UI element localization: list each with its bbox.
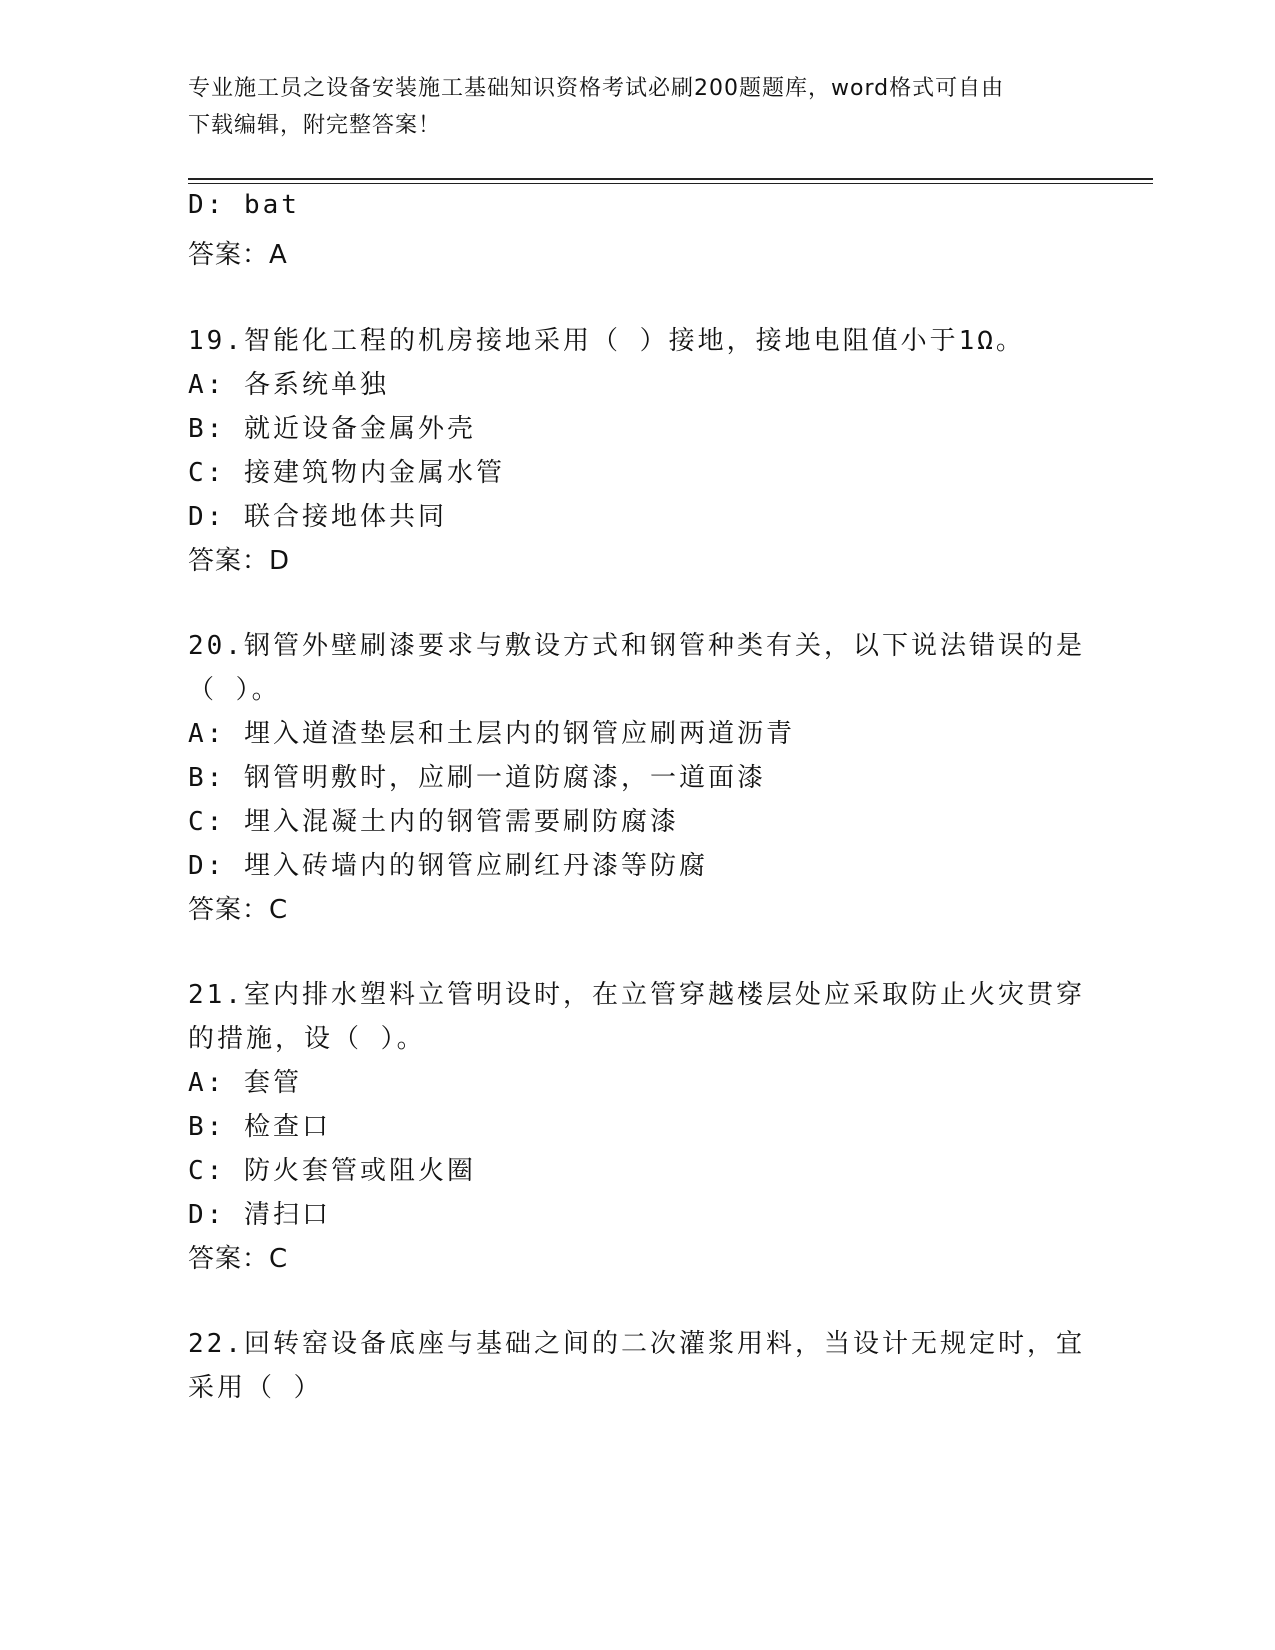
header-line-1: 专业施工员之设备安装施工基础知识资格考试必刷200题题库，word格式可自由 <box>188 76 1005 101</box>
header-line-2: 下载编辑，附完整答案！ <box>188 113 442 138</box>
question-21-option-c: C: 防火套管或阻火圈 <box>188 1156 476 1186</box>
question-19-option-c: C: 接建筑物内金属水管 <box>188 458 505 488</box>
question-20-option-b: B: 钢管明敷时，应刷一道防腐漆，一道面漆 <box>188 763 766 793</box>
question-20-option-a: A: 埋入道渣垫层和土层内的钢管应刷两道沥青 <box>188 719 795 749</box>
question-21-stem-line-2: 的措施，设（ ）。 <box>188 1024 426 1054</box>
question-19-answer: 答案：D <box>188 546 291 576</box>
question-20-answer: 答案：C <box>188 895 289 925</box>
question-20-stem-line-2: （ ）。 <box>188 675 281 705</box>
prev-option-d: D: bat <box>188 190 300 220</box>
question-21-option-d: D: 清扫口 <box>188 1200 331 1230</box>
question-21-option-b: B: 检查口 <box>188 1112 331 1142</box>
question-22-stem-line-2: 采用（ ） <box>188 1373 323 1403</box>
question-21-stem-line-1: 21.室内排水塑料立管明设时，在立管穿越楼层处应采取防止火灾贯穿 <box>188 980 1085 1010</box>
question-19-stem: 19.智能化工程的机房接地采用（ ）接地，接地电阻值小于1Ω。 <box>188 326 1025 356</box>
header-divider-thin <box>188 183 1153 184</box>
header-divider <box>188 178 1153 180</box>
question-19-option-b: B: 就近设备金属外壳 <box>188 414 476 444</box>
question-21-option-a: A: 套管 <box>188 1068 302 1098</box>
question-22-stem-line-1: 22.回转窑设备底座与基础之间的二次灌浆用料，当设计无规定时，宜 <box>188 1329 1085 1359</box>
question-20-option-d: D: 埋入砖墙内的钢管应刷红丹漆等防腐 <box>188 851 708 881</box>
question-19-option-a: A: 各系统单独 <box>188 370 389 400</box>
question-20-option-c: C: 埋入混凝土内的钢管需要刷防腐漆 <box>188 807 679 837</box>
question-20-stem-line-1: 20.钢管外壁刷漆要求与敷设方式和钢管种类有关，以下说法错误的是 <box>188 631 1085 661</box>
question-21-answer: 答案：C <box>188 1244 289 1274</box>
prev-answer: 答案：A <box>188 240 288 270</box>
question-19-option-d: D: 联合接地体共同 <box>188 502 447 532</box>
page-header <box>188 70 1068 144</box>
